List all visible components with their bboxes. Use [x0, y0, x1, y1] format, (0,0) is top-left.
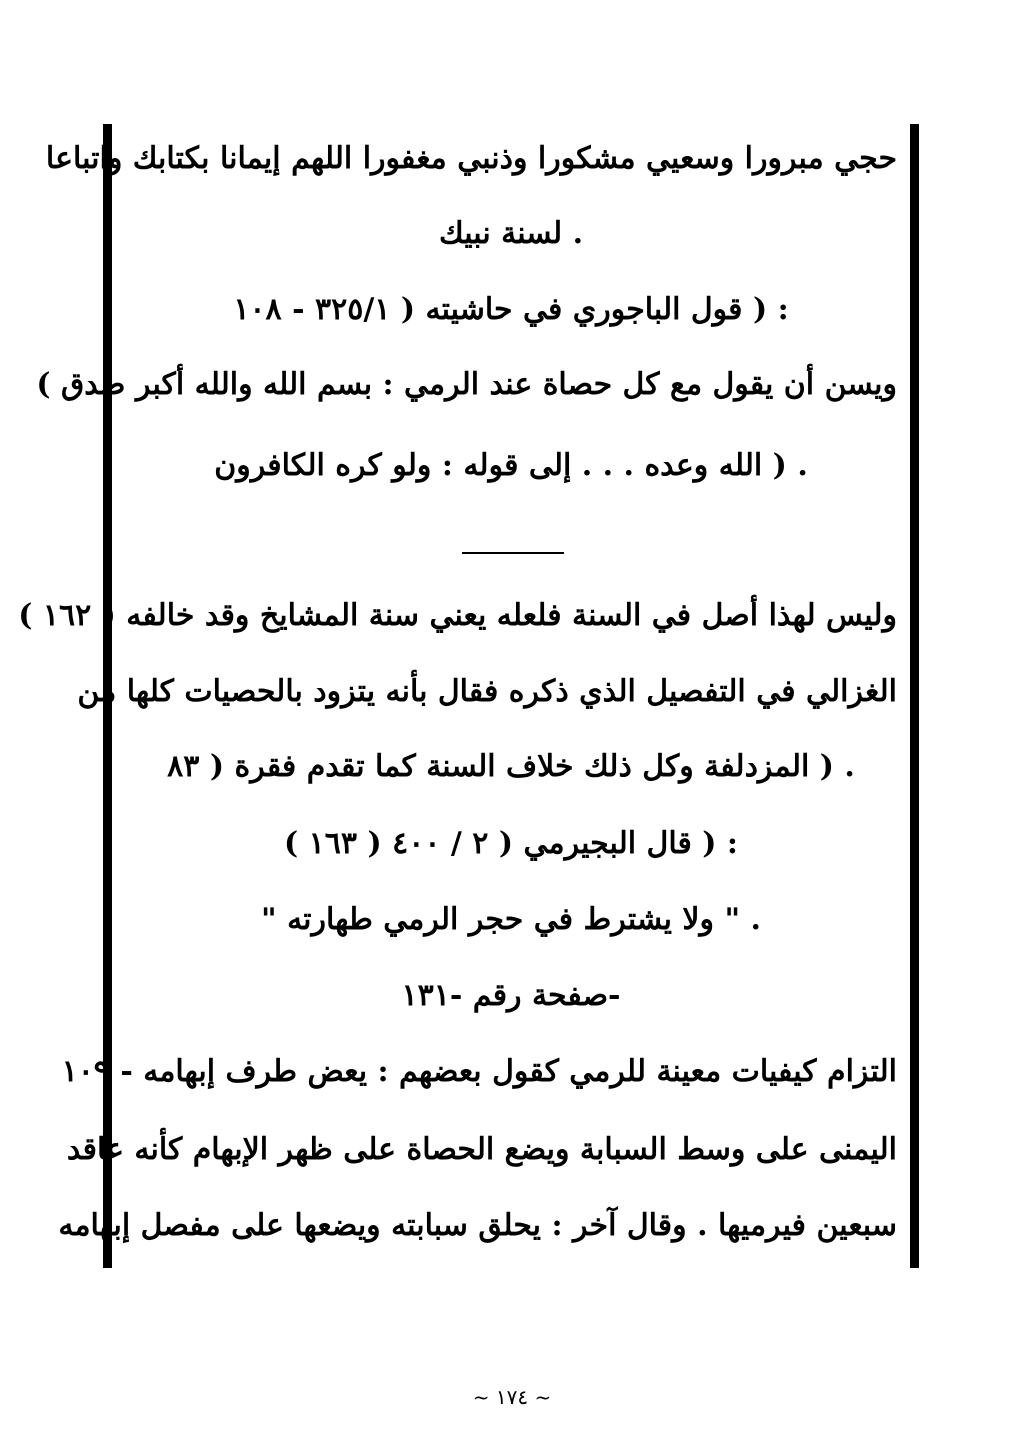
text-line-9: : ( قال البجيرمي ( ٢ / ٤٠٠ ( ١٦٣ ): [284, 826, 738, 861]
text-line-1: حجي مبرورا وسعيي مشكورا وذنبي مغفورا اللهم إيمانا بكتابك واتباعا: [45, 141, 897, 176]
page-number: ~ ١٧٤ ~: [472, 1385, 552, 1409]
text-line-12: اليمنى على وسط السبابة ويضع الحصاة على ظهر الإبهام كأنه عاقد: [66, 1132, 897, 1167]
text-line-13: سبعين فيرميها . وقال آخر : يحلق سبابته ويضعها على مفصل إبهامه: [58, 1208, 897, 1243]
text-line-10: . " ولا يشترط في حجر الرمي طهارته ": [261, 902, 761, 937]
text-line-3: : ( قول الباجوري في حاشيته ( ٣٢٥/١ - ١٠٨: [233, 292, 789, 327]
text-line-11: التزام كيفيات معينة للرمي كقول بعضهم : يعض طرف إبهامه - ١٠٩: [61, 1054, 897, 1089]
text-line-4: ويسن أن يقول مع كل حصاة عند الرمي : بسم الله والله أكبر صدق ): [36, 367, 897, 402]
text-line-6: وليس لهذا أصل في السنة فلعله يعني سنة المشايخ وقد خالفه ( ١٦٢ ): [18, 598, 897, 633]
page-border-right: [910, 124, 919, 1268]
section-divider: [462, 552, 564, 554]
text-block: [18, 0, 897, 1450]
text-line-8: . ( المزدلفة وكل ذلك خلاف السنة كما تقدم فقرة ( ٨٣: [167, 749, 855, 784]
text-line-7: الغزالي في التفصيل الذي ذكره فقال بأنه يتزود بالحصيات كلها من: [77, 674, 897, 709]
text-line-2: . لسنة نبيك: [438, 216, 584, 251]
page-reference: -صفحة رقم -١٣١: [401, 978, 621, 1013]
text-line-5: . ( الله وعده . . . إلى قوله : ولو كره الكافرون: [214, 448, 808, 483]
